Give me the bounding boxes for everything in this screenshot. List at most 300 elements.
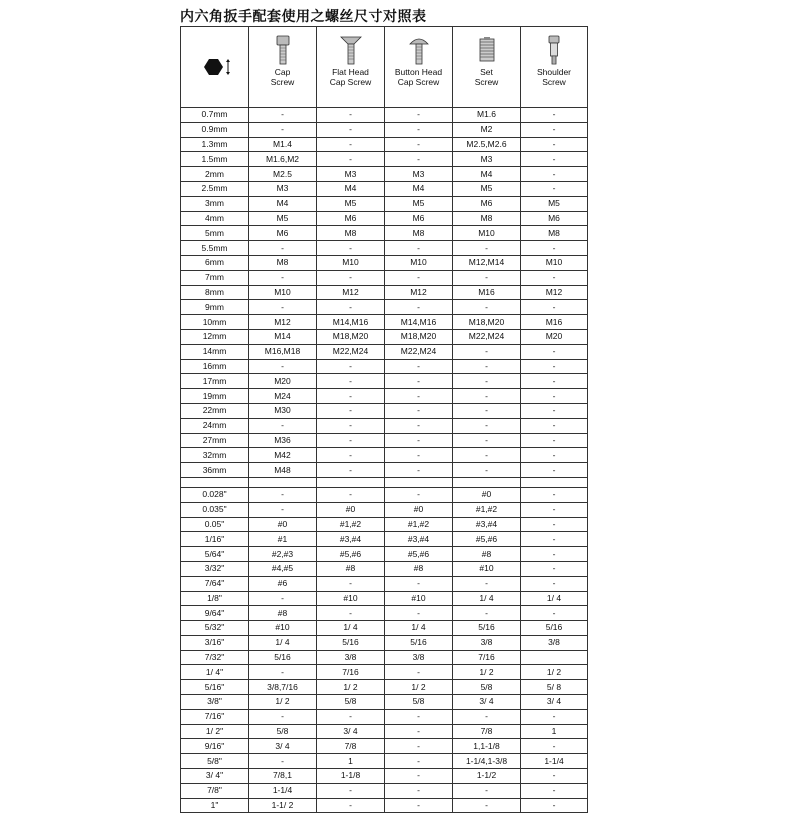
screw-size-cell: M12,M14 [453, 255, 521, 270]
metric-row [181, 329, 588, 344]
inch-row [181, 635, 588, 650]
screw-size-cell: M5 [521, 196, 588, 211]
screw-size-cell: - [521, 502, 588, 517]
metric-row [181, 315, 588, 330]
metric-row [181, 433, 588, 448]
screw-size-cell: - [249, 359, 317, 374]
button-head-screw-icon [407, 35, 431, 65]
screw-size-cell: - [317, 270, 385, 285]
screw-size-cell: - [521, 108, 588, 123]
hex-size-cell: 9/16" [181, 739, 249, 754]
screw-size-cell: M22,M24 [385, 344, 453, 359]
screw-size-cell: - [521, 167, 588, 182]
inch-row [181, 769, 588, 784]
screw-size-cell: #8 [249, 606, 317, 621]
hex-size-cell: 4mm [181, 211, 249, 226]
screw-size-cell: - [317, 122, 385, 137]
screw-size-cell: M5 [249, 211, 317, 226]
screw-size-cell: - [453, 270, 521, 285]
screw-size-cell: #3,#4 [317, 532, 385, 547]
screw-size-cell: - [453, 300, 521, 315]
screw-size-cell: - [385, 783, 453, 798]
screw-size-cell: - [521, 709, 588, 724]
screw-size-cell: 5/ 8 [521, 680, 588, 695]
screw-size-cell: M14 [249, 329, 317, 344]
screw-size-cell: - [521, 487, 588, 502]
screw-size-cell: M6 [453, 196, 521, 211]
inch-row [181, 709, 588, 724]
page-title: 内六角扳手配套使用之螺丝尺寸对照表 [180, 8, 427, 24]
inch-row [181, 798, 588, 813]
screw-size-cell: M14,M16 [317, 315, 385, 330]
screw-size-cell: 1 [317, 754, 385, 769]
screw-size-cell: - [521, 152, 588, 167]
screw-size-cell: - [385, 359, 453, 374]
hex-size-cell: 32mm [181, 448, 249, 463]
screw-size-cell: - [249, 665, 317, 680]
hex-size-cell: 7/32" [181, 650, 249, 665]
screw-size-cell: 7/8 [453, 724, 521, 739]
cap-screw-label: Cap Screw [270, 67, 295, 87]
screw-size-cell: 1-1/8 [317, 769, 385, 784]
screw-size-cell: - [453, 241, 521, 256]
screw-size-cell: - [521, 463, 588, 478]
screw-size-cell: - [521, 783, 588, 798]
screw-size-cell: - [521, 300, 588, 315]
hex-size-cell: 36mm [181, 463, 249, 478]
screw-size-cell: - [521, 137, 588, 152]
hex-size-cell: 5.5mm [181, 241, 249, 256]
metric-row [181, 122, 588, 137]
screw-size-cell: 7/16 [453, 650, 521, 665]
screw-size-cell: 1,1-1/8 [453, 739, 521, 754]
screw-size-cell: #5,#6 [317, 547, 385, 562]
screw-size-cell: 5/16 [521, 621, 588, 636]
hex-size-cell: 1/8" [181, 591, 249, 606]
inch-row [181, 606, 588, 621]
metric-row [181, 211, 588, 226]
screw-size-cell: - [317, 606, 385, 621]
hex-size-cell: 27mm [181, 433, 249, 448]
screw-size-cell: #5,#6 [453, 532, 521, 547]
screw-size-cell: - [317, 576, 385, 591]
screw-size-cell: M16 [521, 315, 588, 330]
screw-size-cell: 1/ 2 [453, 665, 521, 680]
inch-row [181, 591, 588, 606]
screw-size-cell: 3/8 [385, 650, 453, 665]
screw-size-cell: - [521, 374, 588, 389]
hex-size-cell: 9/64" [181, 606, 249, 621]
screw-size-cell: - [521, 561, 588, 576]
screw-size-cell: #10 [249, 621, 317, 636]
screw-size-cell: 1-1/ 2 [249, 798, 317, 813]
screw-size-cell: - [385, 665, 453, 680]
screw-size-cell: M18,M20 [453, 315, 521, 330]
screw-size-cell: M1.6,M2 [249, 152, 317, 167]
screw-size-cell: - [317, 108, 385, 123]
screw-size-cell: - [521, 418, 588, 433]
screw-size-cell: - [521, 241, 588, 256]
screw-size-cell: M10 [317, 255, 385, 270]
screw-size-cell: M30 [249, 403, 317, 418]
screw-size-cell: - [385, 606, 453, 621]
screw-size-cell: #10 [385, 591, 453, 606]
metric-row [181, 285, 588, 300]
hex-size-cell: 6mm [181, 255, 249, 270]
hex-size-cell: 7/8" [181, 783, 249, 798]
screw-size-cell: 1-1/4,1-3/8 [453, 754, 521, 769]
hex-size-cell: 0.028" [181, 487, 249, 502]
screw-size-cell: M42 [249, 448, 317, 463]
button-head-label: Button Head Cap Screw [394, 67, 443, 87]
screw-size-cell: #0 [317, 502, 385, 517]
metric-row [181, 196, 588, 211]
screw-size-cell: - [521, 576, 588, 591]
screw-size-cell: - [385, 108, 453, 123]
header-row [181, 27, 588, 108]
screw-size-cell: M5 [385, 196, 453, 211]
metric-row [181, 403, 588, 418]
screw-size-cell: - [385, 152, 453, 167]
screw-size-cell: #0 [453, 487, 521, 502]
screw-size-cell: - [249, 241, 317, 256]
screw-size-cell: M16,M18 [249, 344, 317, 359]
screw-size-cell: M10 [385, 255, 453, 270]
screw-size-cell: 5/8 [385, 695, 453, 710]
inch-row [181, 739, 588, 754]
screw-size-cell: - [249, 502, 317, 517]
screw-size-cell: 1-1/2 [453, 769, 521, 784]
screw-size-cell: - [521, 403, 588, 418]
screw-size-cell: - [249, 300, 317, 315]
hex-size-cell: 5/16" [181, 680, 249, 695]
screw-size-cell: M24 [249, 389, 317, 404]
hex-size-cell: 0.7mm [181, 108, 249, 123]
screw-size-cell: - [249, 122, 317, 137]
screw-size-cell: - [521, 181, 588, 196]
screw-size-cell: 1/ 2 [317, 680, 385, 695]
screw-size-cell: - [317, 487, 385, 502]
screw-size-cell: M18,M20 [317, 329, 385, 344]
screw-size-cell: 3/8 [453, 635, 521, 650]
screw-size-cell: - [385, 374, 453, 389]
screw-size-cell: - [385, 724, 453, 739]
hex-size-cell: 1.3mm [181, 137, 249, 152]
screw-size-cell: - [317, 418, 385, 433]
hex-size-cell: 3/ 4" [181, 769, 249, 784]
screw-size-cell: - [249, 270, 317, 285]
metric-row [181, 463, 588, 478]
screw-size-cell: - [453, 403, 521, 418]
screw-size-cell: - [453, 433, 521, 448]
metric-row [181, 270, 588, 285]
screw-size-cell: - [521, 389, 588, 404]
screw-size-cell: M14,M16 [385, 315, 453, 330]
screw-size-cell: M5 [317, 196, 385, 211]
screw-size-cell: M4 [249, 196, 317, 211]
hex-size-cell: 14mm [181, 344, 249, 359]
screw-size-cell: - [521, 532, 588, 547]
screw-size-cell: - [249, 418, 317, 433]
screw-size-cell: M1.4 [249, 137, 317, 152]
metric-row [181, 241, 588, 256]
screw-size-cell: - [385, 463, 453, 478]
screw-size-cell: #1,#2 [453, 502, 521, 517]
metric-row [181, 137, 588, 152]
screw-size-cell: M1.6 [453, 108, 521, 123]
screw-size-table [180, 26, 588, 813]
screw-size-cell: - [385, 241, 453, 256]
screw-size-cell: #6 [249, 576, 317, 591]
screw-size-cell: 1-1/4 [521, 754, 588, 769]
screw-size-cell: - [521, 344, 588, 359]
screw-size-cell: M8 [453, 211, 521, 226]
screw-size-cell: - [453, 463, 521, 478]
screw-size-cell: M8 [317, 226, 385, 241]
screw-size-cell: - [521, 606, 588, 621]
metric-row [181, 108, 588, 123]
hex-size-cell: 5/8" [181, 754, 249, 769]
screw-size-cell: - [317, 783, 385, 798]
screw-size-cell: - [521, 769, 588, 784]
screw-size-cell: - [317, 152, 385, 167]
screw-size-cell: - [521, 122, 588, 137]
screw-size-cell: - [385, 487, 453, 502]
screw-size-cell: #3,#4 [385, 532, 453, 547]
screw-size-cell: #5,#6 [385, 547, 453, 562]
screw-size-cell: - [249, 709, 317, 724]
screw-size-cell: - [317, 463, 385, 478]
screw-size-cell: M8 [521, 226, 588, 241]
screw-size-cell: #1 [249, 532, 317, 547]
screw-size-cell: 7/8 [317, 739, 385, 754]
inch-row [181, 754, 588, 769]
screw-size-cell: - [521, 359, 588, 374]
screw-size-cell: 1/ 2 [385, 680, 453, 695]
screw-size-cell [521, 650, 588, 665]
screw-size-cell: - [453, 359, 521, 374]
screw-size-cell: #8 [385, 561, 453, 576]
section-divider [181, 477, 588, 487]
hex-size-cell: 2mm [181, 167, 249, 182]
inch-row [181, 665, 588, 680]
screw-size-cell: #1,#2 [317, 517, 385, 532]
inch-row [181, 621, 588, 636]
shoulder-screw-label: Shoulder Screw [536, 67, 572, 87]
hex-key-header [181, 27, 249, 108]
screw-size-cell: 1/ 2 [521, 665, 588, 680]
screw-size-cell: - [385, 389, 453, 404]
hex-key-icon [198, 56, 232, 78]
screw-size-cell: M36 [249, 433, 317, 448]
screw-size-cell: 5/8 [249, 724, 317, 739]
screw-size-cell: 3/ 4 [317, 724, 385, 739]
screw-size-cell: 7/16 [317, 665, 385, 680]
screw-size-cell: 1/ 4 [385, 621, 453, 636]
screw-size-cell: 5/16 [453, 621, 521, 636]
metric-row [181, 389, 588, 404]
screw-size-cell: M10 [521, 255, 588, 270]
screw-size-cell: #4,#5 [249, 561, 317, 576]
hex-size-cell: 12mm [181, 329, 249, 344]
screw-size-cell: 1/ 4 [453, 591, 521, 606]
flat-head-label: Flat Head Cap Screw [329, 67, 372, 87]
screw-size-cell: M3 [317, 167, 385, 182]
hex-size-cell: 16mm [181, 359, 249, 374]
inch-row [181, 650, 588, 665]
screw-size-cell: 1 [521, 724, 588, 739]
screw-size-cell: - [385, 769, 453, 784]
screw-size-cell: - [249, 591, 317, 606]
inch-row [181, 724, 588, 739]
screw-size-cell: 3/ 4 [453, 695, 521, 710]
screw-size-cell: - [453, 709, 521, 724]
screw-size-cell: - [317, 448, 385, 463]
screw-size-cell: #3,#4 [453, 517, 521, 532]
metric-row [181, 255, 588, 270]
metric-row [181, 374, 588, 389]
hex-size-cell: 7/16" [181, 709, 249, 724]
screw-size-cell: #1,#2 [385, 517, 453, 532]
screw-size-cell: - [317, 798, 385, 813]
screw-size-cell: M22,M24 [317, 344, 385, 359]
screw-size-cell: M16 [453, 285, 521, 300]
hex-size-cell: 1" [181, 798, 249, 813]
screw-size-cell: #10 [453, 561, 521, 576]
inch-row [181, 783, 588, 798]
hex-size-cell: 3mm [181, 196, 249, 211]
screw-size-cell: 5/16 [317, 635, 385, 650]
metric-row [181, 448, 588, 463]
screw-size-cell: - [453, 606, 521, 621]
set-screw-label: Set Screw [474, 67, 499, 87]
screw-size-cell: - [453, 344, 521, 359]
hex-size-cell: 0.05" [181, 517, 249, 532]
screw-size-cell: - [521, 798, 588, 813]
screw-size-cell: M20 [249, 374, 317, 389]
screw-size-cell: - [385, 270, 453, 285]
screw-size-cell: - [385, 754, 453, 769]
metric-row [181, 418, 588, 433]
screw-size-cell: 5/16 [385, 635, 453, 650]
screw-size-cell: - [521, 547, 588, 562]
screw-size-cell: M2.5 [249, 167, 317, 182]
screw-size-cell: - [385, 448, 453, 463]
metric-row [181, 181, 588, 196]
screw-size-cell: - [453, 783, 521, 798]
inch-row [181, 517, 588, 532]
cap-screw-header [249, 27, 317, 108]
flat-head-header [317, 27, 385, 108]
screw-size-cell: - [521, 270, 588, 285]
screw-size-cell: M6 [317, 211, 385, 226]
screw-size-cell: #2,#3 [249, 547, 317, 562]
screw-size-cell: - [249, 487, 317, 502]
hex-size-cell: 24mm [181, 418, 249, 433]
shoulder-screw-icon [544, 35, 564, 65]
screw-size-cell: - [317, 359, 385, 374]
screw-size-cell: - [317, 433, 385, 448]
screw-size-cell: 3/8 [317, 650, 385, 665]
screw-size-cell: M10 [453, 226, 521, 241]
screw-size-cell: #8 [453, 547, 521, 562]
screw-size-cell: - [385, 798, 453, 813]
screw-size-cell: - [521, 739, 588, 754]
screw-size-cell: M4 [317, 181, 385, 196]
screw-size-cell: 5/8 [453, 680, 521, 695]
screw-size-cell: - [521, 517, 588, 532]
hex-size-cell: 0.9mm [181, 122, 249, 137]
screw-size-cell: M3 [249, 181, 317, 196]
metric-row [181, 226, 588, 241]
screw-size-cell: #0 [249, 517, 317, 532]
screw-size-cell: - [317, 374, 385, 389]
hex-size-cell: 2.5mm [181, 181, 249, 196]
screw-size-cell: M8 [249, 255, 317, 270]
screw-size-cell: M4 [385, 181, 453, 196]
set-screw-icon [475, 35, 499, 65]
inch-row [181, 680, 588, 695]
hex-size-cell: 10mm [181, 315, 249, 330]
screw-size-cell: 3/8 [521, 635, 588, 650]
screw-size-cell: - [317, 389, 385, 404]
hex-size-cell: 1.5mm [181, 152, 249, 167]
screw-size-cell: 1/ 4 [317, 621, 385, 636]
inch-row [181, 532, 588, 547]
screw-size-cell: - [317, 709, 385, 724]
screw-size-cell: M10 [249, 285, 317, 300]
screw-size-cell: - [385, 576, 453, 591]
screw-size-cell: - [317, 403, 385, 418]
screw-size-cell: - [317, 241, 385, 256]
screw-size-cell: 3/ 4 [521, 695, 588, 710]
screw-size-cell: M48 [249, 463, 317, 478]
screw-size-cell: 3/ 4 [249, 739, 317, 754]
hex-size-cell: 7mm [181, 270, 249, 285]
screw-size-cell: 5/16 [249, 650, 317, 665]
screw-size-cell: #0 [385, 502, 453, 517]
screw-size-cell: M2.5,M2.6 [453, 137, 521, 152]
screw-size-cell: - [385, 709, 453, 724]
screw-size-cell: - [317, 300, 385, 315]
shoulder-screw-header [521, 27, 588, 108]
screw-size-cell: M12 [317, 285, 385, 300]
screw-size-cell: - [453, 576, 521, 591]
screw-size-cell: M22,M24 [453, 329, 521, 344]
screw-size-cell: - [453, 374, 521, 389]
screw-size-cell: - [317, 137, 385, 152]
screw-size-cell: - [521, 433, 588, 448]
hex-size-cell: 5mm [181, 226, 249, 241]
screw-size-cell: M8 [385, 226, 453, 241]
screw-size-cell: M4 [453, 167, 521, 182]
hex-size-cell: 0.035" [181, 502, 249, 517]
screw-size-cell: 1/ 4 [249, 635, 317, 650]
screw-size-cell: - [249, 108, 317, 123]
screw-size-cell: - [385, 418, 453, 433]
screw-size-cell: M6 [249, 226, 317, 241]
inch-row [181, 576, 588, 591]
hex-size-cell: 22mm [181, 403, 249, 418]
screw-size-cell: 1/ 2 [249, 695, 317, 710]
screw-size-cell: - [385, 433, 453, 448]
screw-size-cell: - [453, 389, 521, 404]
screw-size-cell: M12 [521, 285, 588, 300]
hex-size-cell: 3/16" [181, 635, 249, 650]
flat-head-screw-icon [339, 35, 363, 65]
cap-screw-icon [273, 35, 293, 65]
hex-size-cell: 5/64" [181, 547, 249, 562]
